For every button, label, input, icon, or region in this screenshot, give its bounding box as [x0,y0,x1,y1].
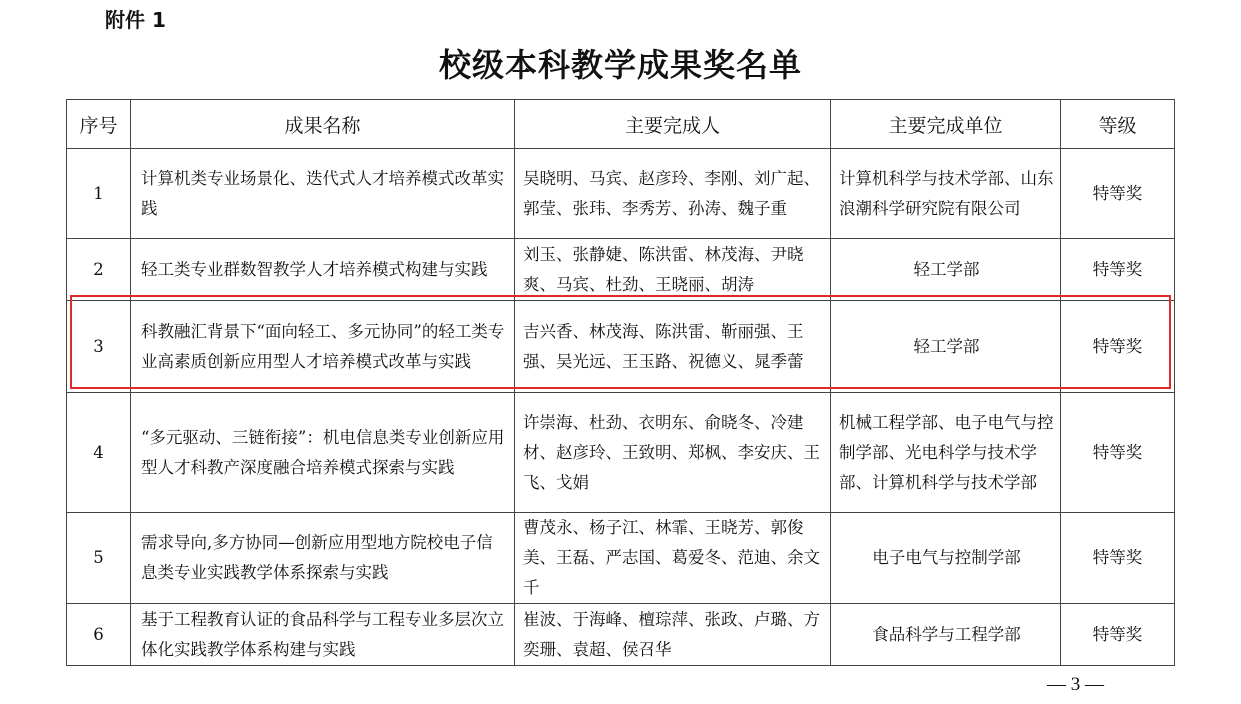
table-header-row [67,100,1175,149]
row-unit: 食品科学与工程学部 [831,604,1061,666]
row-num: 5 [67,513,131,604]
row-people: 吉兴香、林茂海、陈洪雷、靳丽强、王强、吴光远、王玉路、祝德义、晁季蕾 [515,301,831,393]
table-row [67,149,1175,239]
row-unit: 轻工学部 [831,239,1061,301]
row-name: 轻工类专业群数智教学人才培养模式构建与实践 [131,239,515,301]
row-num: 1 [67,149,131,239]
row-name: 计算机类专业场景化、迭代式人才培养模式改革实践 [131,149,515,239]
row-unit: 机械工程学部、电子电气与控制学部、光电科学与技术学部、计算机科学与技术学部 [831,393,1061,513]
table-row [67,513,1175,604]
table-row [67,604,1175,666]
row-people: 崔波、于海峰、檀琮萍、张政、卢璐、方奕珊、袁超、侯召华 [515,604,831,666]
row-people: 刘玉、张静婕、陈洪雷、林茂海、尹晓爽、马宾、杜劲、王晓丽、胡涛 [515,239,831,301]
row-level: 特等奖 [1061,239,1175,301]
row-num: 6 [67,604,131,666]
row-level: 特等奖 [1061,513,1175,604]
award-table [66,99,1175,666]
table-row [67,239,1175,301]
row-num: 4 [67,393,131,513]
header-name: 成果名称 [131,100,515,149]
row-level: 特等奖 [1061,393,1175,513]
header-level: 等级 [1061,100,1175,149]
row-people: 许崇海、杜劲、衣明东、俞晓冬、冷建材、赵彦玲、王致明、郑枫、李安庆、王飞、戈娟 [515,393,831,513]
row-people: 吴晓明、马宾、赵彦玲、李刚、刘广起、郭莹、张玮、李秀芳、孙涛、魏子重 [515,149,831,239]
row-num: 3 [67,301,131,393]
row-level: 特等奖 [1061,301,1175,393]
row-level: 特等奖 [1061,149,1175,239]
row-name: “多元驱动、三链衔接”：机电信息类专业创新应用型人才科教产深度融合培养模式探索与实践 [131,393,515,513]
row-level: 特等奖 [1061,604,1175,666]
header-people: 主要完成人 [515,100,831,149]
row-people: 曹茂永、杨子江、林霏、王晓芳、郭俊美、王磊、严志国、葛爱冬、范迪、余文千 [515,513,831,604]
attachment-label: 附件 1 [105,8,166,32]
row-name: 科教融汇背景下“面向轻工、多元协同”的轻工类专业高素质创新应用型人才培养模式改革与实践 [131,301,515,393]
page-number: — 3 — [1047,674,1104,695]
row-num: 2 [67,239,131,301]
row-name: 基于工程教育认证的食品科学与工程专业多层次立体化实践教学体系构建与实践 [131,604,515,666]
row-unit: 轻工学部 [831,301,1061,393]
document-title: 校级本科教学成果奖名单 [438,46,802,84]
header-unit: 主要完成单位 [831,100,1061,149]
row-unit: 计算机科学与技术学部、山东浪潮科学研究院有限公司 [831,149,1061,239]
table-row [67,301,1175,393]
table-row [67,393,1175,513]
header-num: 序号 [67,100,131,149]
row-name: 需求导向,多方协同—创新应用型地方院校电子信息类专业实践教学体系探索与实践 [131,513,515,604]
row-unit: 电子电气与控制学部 [831,513,1061,604]
